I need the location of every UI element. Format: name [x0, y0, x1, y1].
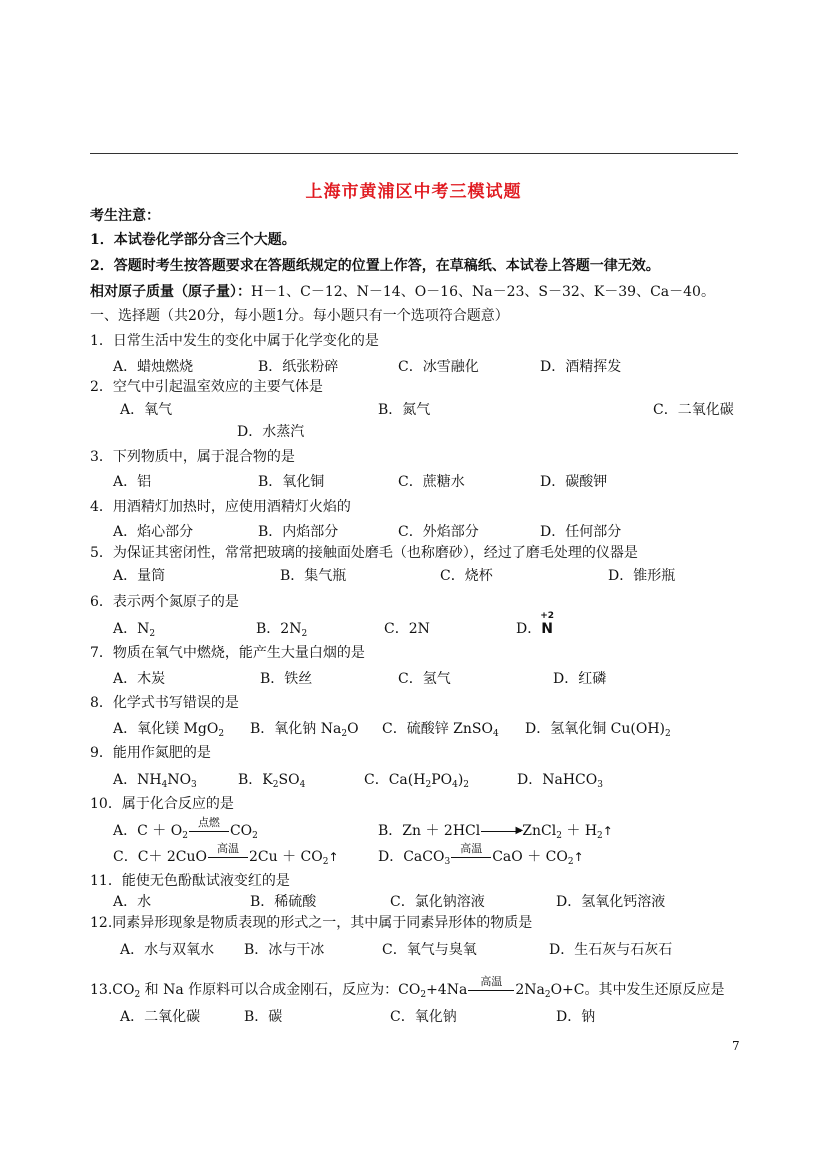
q3-option-a: A．铝 — [113, 474, 152, 490]
q12-option-b: B．冰与干冰 — [244, 942, 325, 958]
q5-option-b: B．集气瓶 — [280, 568, 347, 584]
question-2-stem: 2．空气中引起温室效应的主要气体是 — [90, 379, 323, 395]
q10-option-c: C．C＋ 2CuO 高温 $2Cu + CO_2↑$ — [113, 842, 339, 867]
q12-option-a: A．水与双氧水 — [120, 942, 215, 958]
q9-option-c: C．$Ca(H_2PO_4)_2$ — [364, 772, 470, 790]
q1-option-b: B．纸张粉碎 — [258, 359, 339, 375]
reaction-arrow: ▶ — [481, 825, 521, 837]
q6-option-b: B．$2N_2$ — [256, 621, 308, 639]
q11-option-c: C．氯化钠溶液 — [390, 894, 485, 910]
q2-option-a: A．氧气 — [120, 402, 173, 418]
q5-option-a: A．量筒 — [113, 568, 166, 584]
q8-option-c: C．硫酸锌 ZnSO$_4$ — [382, 721, 499, 739]
reaction-arrow: 点燃 — [189, 825, 229, 837]
notes-heading: 考生注意： — [90, 208, 160, 224]
q2-option-b: B．氮气 — [378, 402, 431, 418]
q13-option-a: A．二氧化碳 — [120, 1009, 201, 1025]
q8-option-d: D．氢氧化铜 $Cu(OH)_2$ — [525, 721, 671, 739]
q5-option-c: C．烧杯 — [440, 568, 493, 584]
note-2: 2．答题时考生按答题要求在答题纸规定的位置上作答，在草稿纸、本试卷上答题一律无效。 — [90, 258, 660, 274]
q7-option-c: C．氢气 — [398, 671, 451, 687]
q13-option-d: D．钠 — [556, 1009, 596, 1025]
q11-option-d: D．氢氧化钙溶液 — [556, 894, 666, 910]
question-3-stem: 3．下列物质中，属于混合物的是 — [90, 449, 295, 465]
q7-option-b: B．铁丝 — [260, 671, 313, 687]
q4-option-c: C．外焰部分 — [398, 524, 479, 540]
q5-option-d: D．锥形瓶 — [608, 568, 676, 584]
question-1-stem: 1．日常生活中发生的变化中属于化学变化的是 — [90, 333, 379, 349]
nitrogen-with-valence: +2 N — [540, 611, 555, 637]
q8-option-b: B．氧化钠 $Na_2O$ — [250, 721, 359, 739]
note-1: 1．本试卷化学部分含三个大题。 — [90, 232, 296, 248]
q11-option-a: A．水 — [113, 894, 152, 910]
atomic-mass-values: H－1、C－12、N－14、O－16、Na－23、S－32、K－39、Ca－40。 — [251, 284, 715, 300]
q3-option-b: B．氧化铜 — [258, 474, 325, 490]
q7-option-d: D．红磷 — [553, 671, 607, 687]
reaction-arrow: 高温 — [468, 984, 514, 996]
question-9-stem: 9．能用作氮肥的是 — [90, 745, 211, 761]
question-7-stem: 7．物质在氧气中燃烧，能产生大量白烟的是 — [90, 645, 365, 661]
question-6-stem: 6．表示两个氮原子的是 — [90, 594, 239, 610]
atomic-mass-label: 相对原子质量（原子量）： — [90, 284, 251, 300]
page-number: 7 — [732, 1039, 740, 1053]
question-11-stem: 11．能使无色酚酞试液变红的是 — [90, 873, 290, 889]
q10-option-b: B．Zn ＋ 2HCl ▶ ZnCl$_2$ ＋ $H_2↑$ — [378, 823, 613, 841]
question-10-stem: 10．属于化合反应的是 — [90, 796, 234, 812]
q4-option-a: A．焰心部分 — [113, 524, 194, 540]
q13-option-b: B．碳 — [244, 1009, 283, 1025]
q10-option-d: D．CaCO$_3$ 高温 CaO ＋ $CO_2↑$ — [378, 842, 584, 867]
q9-option-d: D．NaHCO$_3$ — [517, 772, 603, 790]
page-title: 上海市黄浦区中考三模试题 — [305, 182, 522, 202]
reaction-arrow: 高温 — [451, 851, 491, 863]
q1-option-a: A．蜡烛燃烧 — [113, 359, 194, 375]
q12-option-c: C．氧气与臭氧 — [382, 942, 477, 958]
q8-option-a: A．氧化镁 MgO$_2$ — [113, 721, 225, 739]
question-8-stem: 8．化学式书写错误的是 — [90, 695, 239, 711]
question-13-stem: $13.CO_2$ 和 Na 作原料可以合成金刚石，反应为：$CO_2+4Na$ 高温 $2Na_2O+C$。其中发生还原反应是 — [90, 975, 725, 1000]
atomic-mass-line — [90, 281, 715, 301]
q6-option-c: C．2N — [384, 621, 430, 637]
question-4-stem: 4．用酒精灯加热时，应使用酒精灯火焰的 — [90, 499, 351, 515]
question-5-stem: 5．为保证其密闭性，常常把玻璃的接触面处磨毛（也称磨砂），经过了磨毛处理的仪器是 — [90, 545, 638, 561]
q2-option-c: C．二氧化碳 — [653, 402, 734, 418]
header-rule — [90, 153, 738, 154]
q4-option-b: B．内焰部分 — [258, 524, 339, 540]
q9-option-b: B．$K_2SO_4$ — [238, 772, 306, 790]
q11-option-b: B．稀硫酸 — [250, 894, 317, 910]
q3-option-c: C．蔗糖水 — [398, 474, 465, 490]
q4-option-d: D．任何部分 — [540, 524, 622, 540]
section-1-heading: 一、选择题（共20分，每小题1分。每小题只有一个选项符合题意） — [90, 308, 509, 324]
question-12-stem: 12.同素异形现象是物质表现的形式之一，其中属于同素异形体的物质是 — [90, 915, 533, 931]
q12-option-d: D．生石灰与石灰石 — [549, 942, 673, 958]
q6-option-a: A．$N_2$ — [113, 621, 156, 639]
q1-option-c: C．冰雪融化 — [398, 359, 479, 375]
q1-option-d: D．酒精挥发 — [540, 359, 622, 375]
q6-option-d: D． +2 N — [516, 611, 555, 637]
q10-option-a: A．$C + O_2$ 点燃 $CO_2$ — [113, 816, 258, 841]
q13-option-c: C．氧化钠 — [390, 1009, 457, 1025]
q7-option-a: A．木炭 — [113, 671, 166, 687]
q9-option-a: A．$NH_4NO_3$ — [113, 772, 197, 790]
q3-option-d: D．碳酸钾 — [540, 474, 608, 490]
q2-option-d: D．水蒸汽 — [237, 424, 305, 440]
reaction-arrow: 高温 — [208, 851, 248, 863]
